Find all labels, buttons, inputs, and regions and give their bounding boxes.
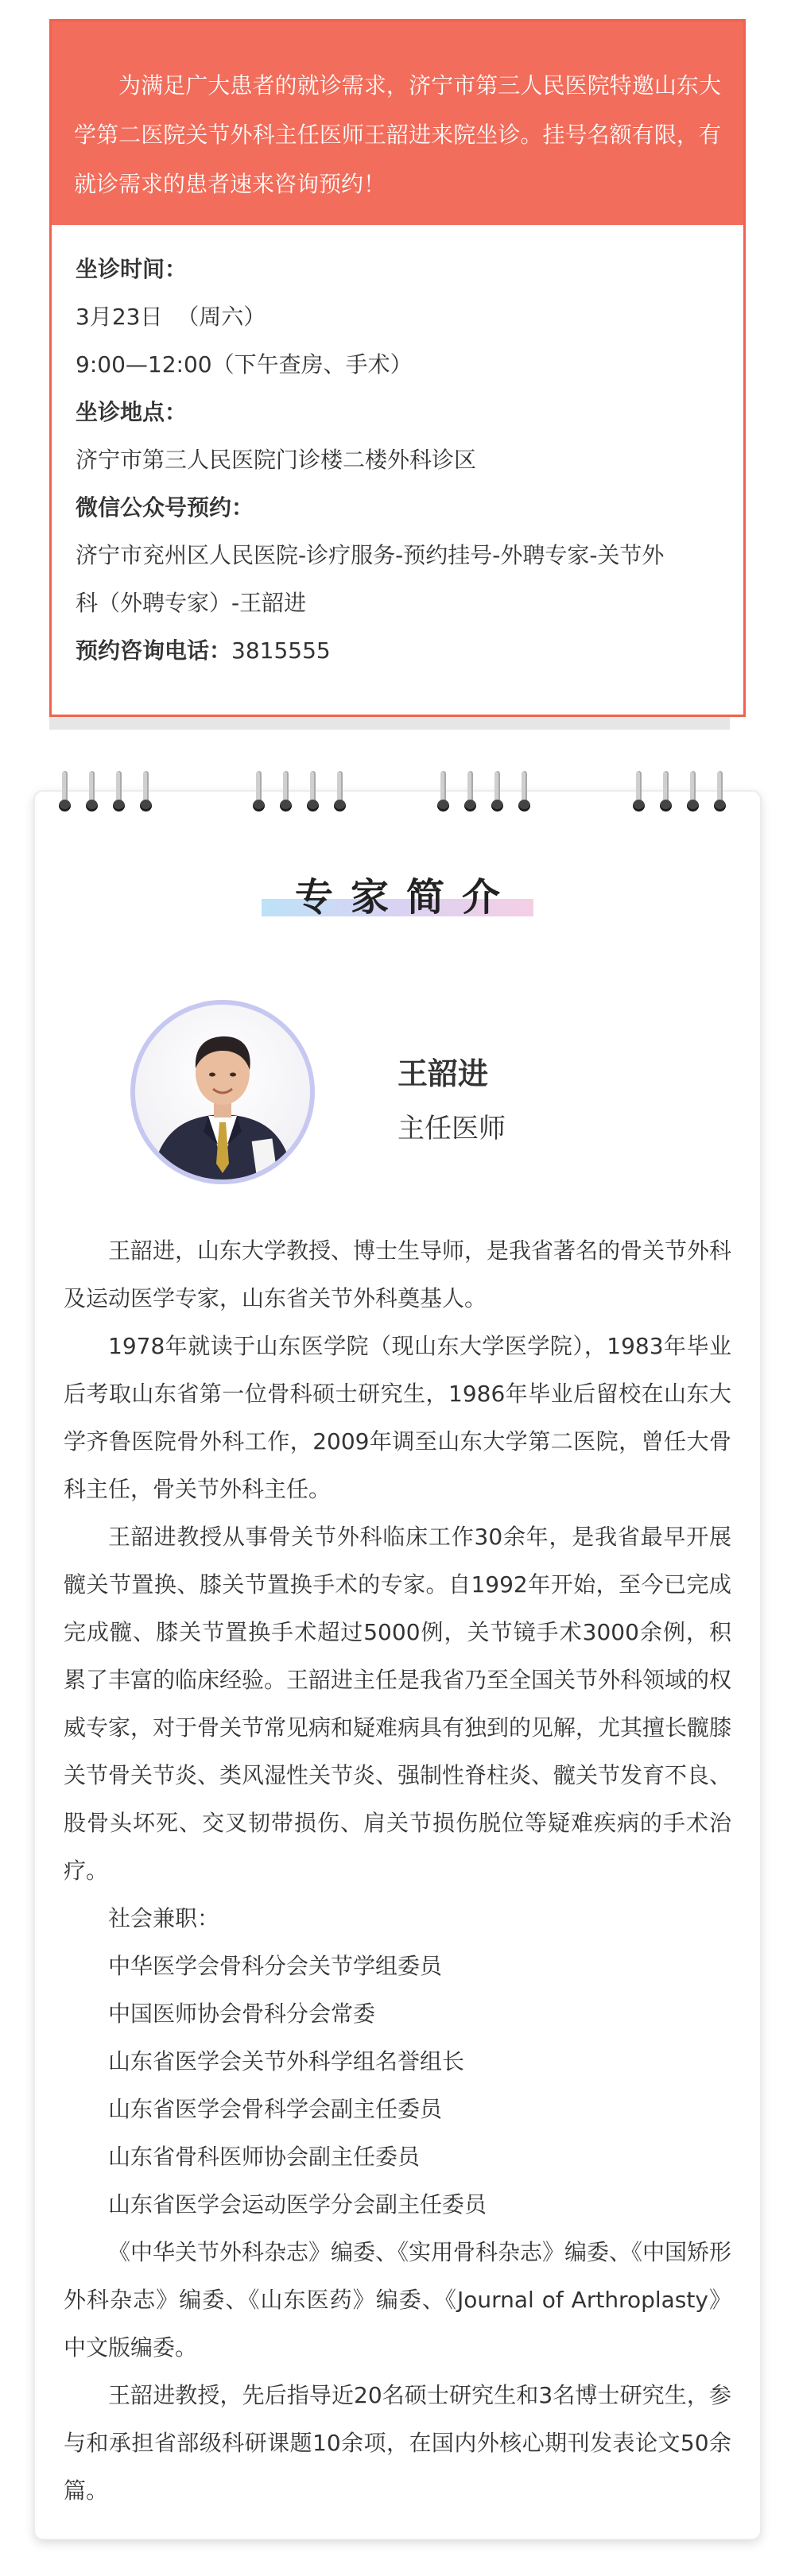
role-item: 山东省医学会运动医学分会副主任委员: [108, 2191, 487, 2218]
booking-phone-label: 预约咨询电话：: [76, 637, 232, 664]
binder-ring-icon: [714, 771, 726, 820]
notice-intro: 为满足广大患者的就诊需求，济宁市第三人民医院特邀山东大学第二医院关节外科主任医师王韶进来院坐诊。挂号名额有限，有就诊需求的患者速来咨询预约！: [52, 21, 743, 225]
binder-ring-icon: [59, 771, 71, 820]
binder-ring-icon: [437, 771, 449, 820]
binder-ring-icon: [140, 771, 152, 820]
expert-bio: [64, 1227, 731, 2515]
clinic-notice: [49, 19, 746, 717]
binder-ring-icon: [491, 771, 503, 820]
bio-paragraph-2: 1978年就读于山东医学院（现山东大学医学院），1983年毕业后考取山东省第一位骨科硕士研究生，1986年毕业后留校在山东大学齐鲁医院骨外科工作，2009年调至山东大学第二医院，曾任大骨科主任，骨关节外科主任。: [64, 1333, 731, 1502]
bio-paragraph-4: 《中华关节外科杂志》编委、《实用骨科杂志》编委、《中国矫形外科杂志》编委、《山东医药》编委、《Journal of Arthroplasty》中文版编委。: [64, 2239, 732, 2361]
role-item: 中国医师协会骨科分会常委: [108, 2001, 376, 2027]
binder-ring-icon: [660, 771, 672, 820]
role-item: 山东省医学会骨科学会副主任委员: [108, 2096, 443, 2122]
binder-ring-icon: [280, 771, 292, 820]
bio-paragraph-5: 王韶进教授，先后指导近20名硕士研究生和3名博士研究生，参与和承担省部级科研课题10余项，在国内外核心期刊发表论文50余篇。: [64, 2382, 731, 2504]
binder-ring-icon: [633, 771, 645, 820]
clinic-time-label: 坐诊时间：: [76, 256, 188, 282]
binder-ring-icon: [307, 771, 319, 820]
clinic-date: 3月23日 （周六）: [76, 304, 266, 330]
clinic-place: 济宁市第三人民医院门诊楼二楼外科诊区: [76, 447, 477, 473]
section-title: 专家简介: [294, 875, 518, 920]
clinic-hours: 9:00—12:00（下午查房、手术）: [76, 351, 413, 378]
bio-paragraph-1: 王韶进，山东大学教授、博士生导师，是我省著名的骨关节外科及运动医学专家，山东省关节外科奠基人。: [64, 1238, 732, 1311]
doctor-name: 王韶进: [398, 1056, 489, 1091]
doctor-title: 主任医师: [398, 1113, 506, 1145]
wechat-booking-label: 微信公众号预约：: [76, 494, 254, 521]
booking-phone: [76, 627, 719, 675]
role-item: 山东省医学会关节外科学组名誉组长: [108, 2048, 465, 2074]
binder-ring-icon: [334, 771, 346, 820]
wechat-booking-path-1: 济宁市兖州区人民医院-诊疗服务-预约挂号-外聘专家-关节外: [76, 542, 665, 568]
doctor-portrait-icon: [135, 1005, 310, 1180]
doctor-photo: [130, 1000, 315, 1184]
wechat-booking-path-2: 科（外聘专家）-王韶进: [76, 590, 307, 616]
booking-phone-number[interactable]: 3815555: [231, 637, 331, 664]
binder-ring-icon: [253, 771, 265, 820]
binder-ring-icon: [113, 771, 125, 820]
roles-label: 社会兼职：: [108, 1905, 220, 1931]
binder-ring-icon: [86, 771, 98, 820]
binder-ring-icon: [518, 771, 530, 820]
role-item: 中华医学会骨科分会关节学组委员: [108, 1953, 443, 1979]
bio-paragraph-3: 王韶进教授从事骨关节外科临床工作30余年，是我省最早开展髋关节置换、膝关节置换手术的专家。自1992年开始，至今已完成完成髋、膝关节置换手术超过5000例，关节镜手术3000余例，积累了丰富的临床经验。王韶进主任是我省乃至全国关节外科领域的权威专家，对于骨关节常见病和疑难病具有独到的见解，尤其擅长髋膝关节骨关节炎、类风湿性关节炎、强制性脊柱炎、髋关节发育不良、股骨头坏死、交叉韧带损伤、肩关节损伤脱位等疑难疾病的手术治疗。: [64, 1524, 732, 1884]
binder-ring-icon: [464, 771, 476, 820]
notice-details: [52, 225, 743, 715]
clinic-place-label: 坐诊地点：: [76, 399, 188, 425]
role-item: 山东省骨科医师协会副主任委员: [108, 2144, 421, 2170]
binder-ring-icon: [687, 771, 699, 820]
section-heading: [0, 866, 795, 921]
